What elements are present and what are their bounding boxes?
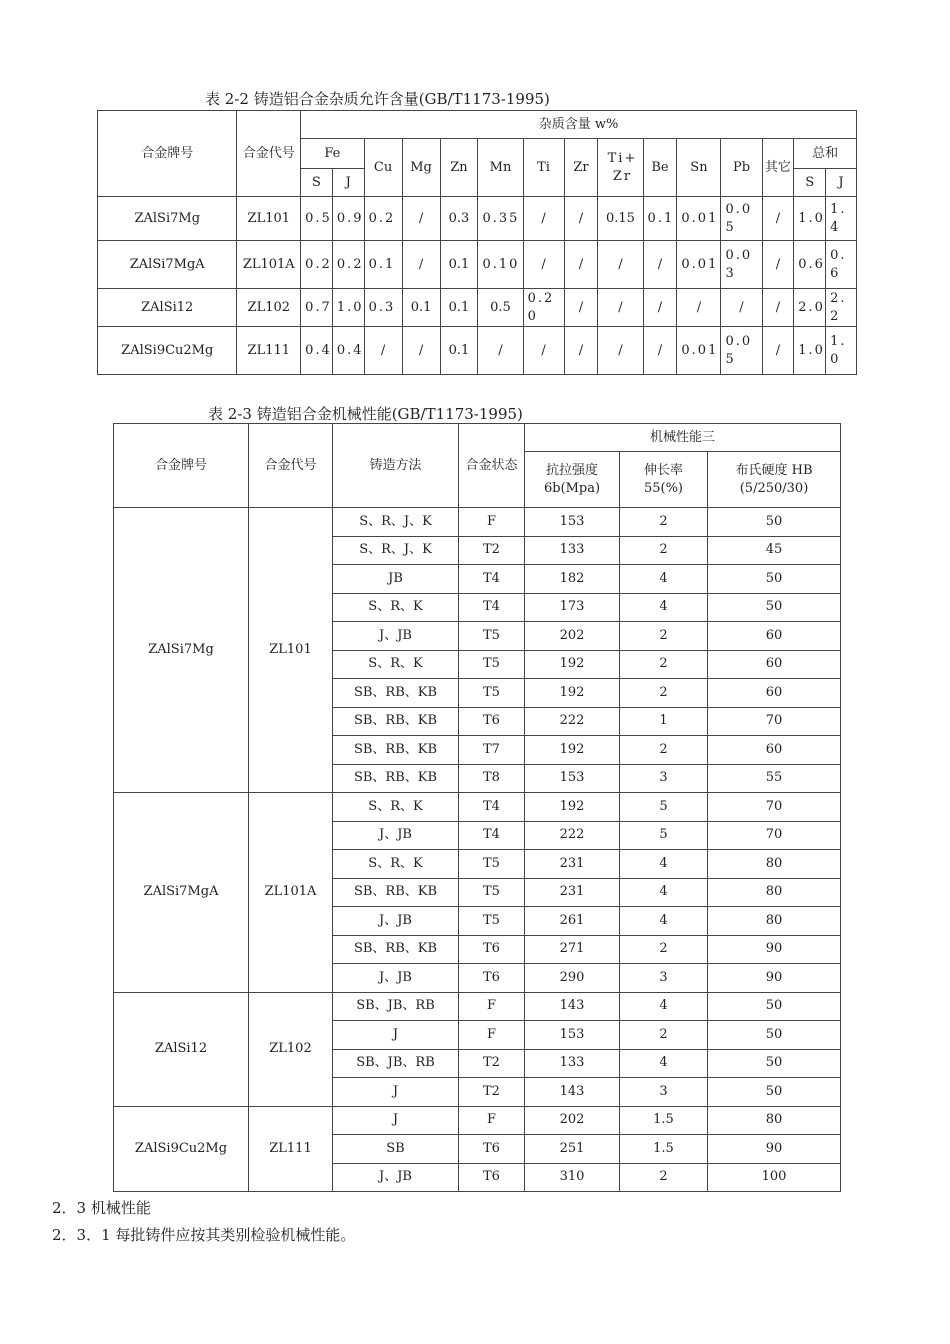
impurity-table [97,110,857,375]
header-state: 合金状态 [459,424,525,508]
header-elong-unit: 55(%) [643,480,684,496]
cell-tensile: 192 [525,736,620,765]
cell-tensile: 133 [525,536,620,565]
header-cu: Cu [364,139,402,197]
cell-elong: 3 [620,764,708,793]
cell-hard: 80 [708,878,841,907]
cell-state: T5 [459,622,525,651]
header-mg: Mg [402,139,440,197]
cell-tensile: 153 [525,1021,620,1050]
header-zn: Zn [440,139,478,197]
cell-mn: 0.10 [478,241,523,289]
cell-method: S、R、K [333,650,459,679]
cell-tensile: 310 [525,1163,620,1192]
cell-hard: 50 [708,1078,841,1107]
cell-pb: 0.05 [721,327,762,375]
cell-hard: 60 [708,650,841,679]
cell-elong: 4 [620,1049,708,1078]
cell-code: ZL102 [237,289,301,327]
cell-total-j: 1.4 [826,197,857,241]
cell-sn: 0.01 [677,197,721,241]
cell-elong: 1.5 [620,1135,708,1164]
cell-tizr: / [598,327,643,375]
cell-ti: / [523,241,564,289]
cell-zn: 0.1 [440,289,478,327]
cell-hard: 50 [708,565,841,594]
cell-tensile: 261 [525,907,620,936]
cell-be: / [643,241,677,289]
cell-total-s: 2.0 [794,289,826,327]
cell-ti: / [523,197,564,241]
cell-be: / [643,289,677,327]
header-elong [620,452,708,508]
cell-hard: 90 [708,935,841,964]
cell-state: F [459,992,525,1021]
cell-zr: / [564,327,598,375]
mechanical-table [113,423,841,1192]
header-pb: Pb [721,139,762,197]
header-tensile [525,452,620,508]
cell-state: T6 [459,964,525,993]
table-row [98,197,857,241]
header-total: 总和 [794,139,857,169]
cell-hard: 100 [708,1163,841,1192]
cell-elong: 2 [620,536,708,565]
cell-state: T6 [459,1135,525,1164]
cell-state: T5 [459,878,525,907]
cell-total-s: 1.0 [794,327,826,375]
cell-method: J、JB [333,1163,459,1192]
cell-fe-j: 0.9 [332,197,364,241]
cell-elong: 5 [620,793,708,822]
section-text: 2．3．1 每批铸件应按其类别检验机械性能。 [52,1226,356,1244]
cell-hard: 55 [708,764,841,793]
cell-method: SB、RB、KB [333,764,459,793]
cell-fe-s: 0.7 [301,289,333,327]
cell-elong: 2 [620,679,708,708]
table-row [114,508,841,537]
table-row [98,241,857,289]
cell-total-j: 1.0 [826,327,857,375]
header-tensile-label: 抗拉强度 [545,462,598,478]
cell-method: S、R、K [333,850,459,879]
cell-zr: / [564,241,598,289]
header-hard-label: 布氏硬度 HB [735,462,813,478]
cell-code: ZL101A [237,241,301,289]
cell-fe-j: 0.2 [332,241,364,289]
header-mech: 机械性能三 [525,424,841,452]
cell-pb: 0.05 [721,197,762,241]
cell-state: T6 [459,707,525,736]
cell-other: / [762,289,794,327]
cell-tensile: 271 [525,935,620,964]
cell-elong: 5 [620,821,708,850]
cell-elong: 3 [620,964,708,993]
cell-tensile: 153 [525,764,620,793]
cell-fe-j: 0.4 [332,327,364,375]
header-elong-label: 伸长率 [643,462,683,478]
cell-tizr: 0.15 [598,197,643,241]
cell-method: J [333,1106,459,1135]
section-heading: 2．3 机械性能 [52,1199,151,1217]
cell-code: ZL101A [249,793,333,993]
cell-hard: 90 [708,1135,841,1164]
header-hard [708,452,841,508]
cell-state: T2 [459,536,525,565]
cell-method: SB、RB、KB [333,679,459,708]
cell-method: J [333,1078,459,1107]
cell-method: J、JB [333,821,459,850]
cell-hard: 80 [708,907,841,936]
header-ti: Ti [523,139,564,197]
cell-hard: 70 [708,821,841,850]
cell-zr: / [564,197,598,241]
cell-method: SB、JB、RB [333,1049,459,1078]
cell-tensile: 222 [525,821,620,850]
header-alloy: 合金牌号 [114,424,249,508]
table-row [114,1106,841,1135]
cell-zn: 0.1 [440,241,478,289]
cell-elong: 2 [620,935,708,964]
cell-elong: 4 [620,593,708,622]
cell-method: SB、RB、KB [333,878,459,907]
cell-tizr: / [598,241,643,289]
cell-total-j: 2.2 [826,289,857,327]
cell-elong: 1 [620,707,708,736]
cell-fe-s: 0.4 [301,327,333,375]
cell-sn: 0.01 [677,327,721,375]
cell-state: T7 [459,736,525,765]
cell-elong: 4 [620,992,708,1021]
cell-method: SB、RB、KB [333,935,459,964]
cell-state: T8 [459,764,525,793]
cell-hard: 50 [708,1049,841,1078]
cell-state: T4 [459,793,525,822]
cell-state: T2 [459,1049,525,1078]
cell-tensile: 173 [525,593,620,622]
cell-fe-s: 0.2 [301,241,333,289]
cell-sn: 0.01 [677,241,721,289]
cell-code: ZL101 [237,197,301,241]
header-code: 合金代号 [237,111,301,197]
table-2-2-caption: 表 2-2 铸造铝合金杂质允许含量(GB/T1173-1995) [205,90,550,108]
cell-alloy: ZAlSi7Mg [114,508,249,793]
cell-mg: 0.1 [402,289,440,327]
table-row [114,992,841,1021]
cell-tensile: 202 [525,1106,620,1135]
cell-state: F [459,1021,525,1050]
cell-cu: 0.1 [364,241,402,289]
cell-method: J、JB [333,622,459,651]
header-tizr: Ti+Zr [598,139,643,197]
header-other: 其它 [762,139,794,197]
cell-hard: 50 [708,508,841,537]
cell-total-s: 0.6 [794,241,826,289]
cell-hard: 45 [708,536,841,565]
cell-tensile: 153 [525,508,620,537]
cell-zn: 0.3 [440,197,478,241]
header-be: Be [643,139,677,197]
cell-tensile: 133 [525,1049,620,1078]
cell-hard: 90 [708,964,841,993]
cell-mn: / [478,327,523,375]
cell-alloy: ZAlSi7MgA [98,241,237,289]
cell-mg: / [402,197,440,241]
cell-hard: 70 [708,707,841,736]
cell-alloy: ZAlSi9Cu2Mg [98,327,237,375]
cell-elong: 2 [620,650,708,679]
cell-hard: 50 [708,593,841,622]
cell-cu: / [364,327,402,375]
header-tensile-unit: 6b(Mpa) [543,480,601,496]
cell-state: T6 [459,935,525,964]
cell-state: T5 [459,907,525,936]
cell-other: / [762,327,794,375]
header-code: 合金代号 [249,424,333,508]
cell-tensile: 290 [525,964,620,993]
table-row [98,327,857,375]
cell-pb: / [721,289,762,327]
cell-tensile: 143 [525,1078,620,1107]
cell-alloy: ZAlSi12 [98,289,237,327]
cell-elong: 4 [620,878,708,907]
cell-method: S、R、J、K [333,536,459,565]
cell-cu: 0.3 [364,289,402,327]
header-total-j: J [826,169,857,197]
cell-sn: / [677,289,721,327]
cell-tensile: 192 [525,650,620,679]
header-fe-s: S [301,169,333,197]
cell-alloy: ZAlSi12 [114,992,249,1106]
cell-method: J、JB [333,907,459,936]
cell-state: T2 [459,1078,525,1107]
header-fe: Fe [301,139,365,169]
cell-tensile: 182 [525,565,620,594]
cell-tensile: 192 [525,793,620,822]
cell-hard: 60 [708,736,841,765]
cell-state: T5 [459,650,525,679]
table-row [114,793,841,822]
cell-state: F [459,1106,525,1135]
cell-fe-s: 0.5 [301,197,333,241]
header-alloy: 合金牌号 [98,111,237,197]
cell-mg: / [402,327,440,375]
cell-method: SB、RB、KB [333,736,459,765]
header-hard-unit: (5/250/30) [739,480,809,496]
cell-elong: 4 [620,907,708,936]
cell-method: S、R、K [333,793,459,822]
cell-code: ZL101 [249,508,333,793]
header-impurity: 杂质含量 w% [301,111,857,139]
table-2-3-caption: 表 2-3 铸造铝合金机械性能(GB/T1173-1995) [208,405,523,423]
cell-tensile: 251 [525,1135,620,1164]
cell-hard: 50 [708,1021,841,1050]
cell-tensile: 143 [525,992,620,1021]
cell-be: / [643,327,677,375]
cell-elong: 3 [620,1078,708,1107]
cell-alloy: ZAlSi7Mg [98,197,237,241]
cell-hard: 80 [708,850,841,879]
header-fe-j: J [332,169,364,197]
cell-state: F [459,508,525,537]
cell-code: ZL102 [249,992,333,1106]
cell-method: S、R、K [333,593,459,622]
cell-cu: 0.2 [364,197,402,241]
cell-state: T6 [459,1163,525,1192]
cell-fe-j: 1.0 [332,289,364,327]
table-row [98,289,857,327]
cell-mn: 0.35 [478,197,523,241]
cell-method: S、R、J、K [333,508,459,537]
cell-tensile: 231 [525,850,620,879]
cell-elong: 4 [620,850,708,879]
cell-method: SB、JB、RB [333,992,459,1021]
cell-tizr: / [598,289,643,327]
cell-pb: 0.03 [721,241,762,289]
cell-be: 0.1 [643,197,677,241]
cell-state: T5 [459,679,525,708]
header-mn: Mn [478,139,523,197]
header-sn: Sn [677,139,721,197]
cell-ti: 0.20 [523,289,564,327]
cell-tensile: 222 [525,707,620,736]
cell-total-s: 1.0 [794,197,826,241]
cell-zn: 0.1 [440,327,478,375]
cell-mn: 0.5 [478,289,523,327]
cell-method: JB [333,565,459,594]
cell-code: ZL111 [249,1106,333,1192]
cell-method: SB、RB、KB [333,707,459,736]
cell-tensile: 202 [525,622,620,651]
cell-method: J、JB [333,964,459,993]
cell-hard: 70 [708,793,841,822]
cell-total-j: 0.6 [826,241,857,289]
cell-elong: 2 [620,1021,708,1050]
header-method: 铸造方法 [333,424,459,508]
cell-state: T4 [459,593,525,622]
cell-hard: 60 [708,622,841,651]
cell-method: SB [333,1135,459,1164]
cell-hard: 80 [708,1106,841,1135]
cell-ti: / [523,327,564,375]
cell-state: T5 [459,850,525,879]
cell-hard: 60 [708,679,841,708]
cell-elong: 2 [620,508,708,537]
cell-hard: 50 [708,992,841,1021]
cell-alloy: ZAlSi9Cu2Mg [114,1106,249,1192]
cell-state: T4 [459,565,525,594]
cell-other: / [762,241,794,289]
cell-elong: 2 [620,736,708,765]
cell-tensile: 192 [525,679,620,708]
header-zr: Zr [564,139,598,197]
cell-tensile: 231 [525,878,620,907]
header-total-s: S [794,169,826,197]
cell-elong: 2 [620,1163,708,1192]
cell-elong: 4 [620,565,708,594]
cell-elong: 1.5 [620,1106,708,1135]
cell-code: ZL111 [237,327,301,375]
cell-elong: 2 [620,622,708,651]
cell-zr: / [564,289,598,327]
cell-mg: / [402,241,440,289]
cell-state: T4 [459,821,525,850]
cell-other: / [762,197,794,241]
cell-alloy: ZAlSi7MgA [114,793,249,993]
cell-method: J [333,1021,459,1050]
